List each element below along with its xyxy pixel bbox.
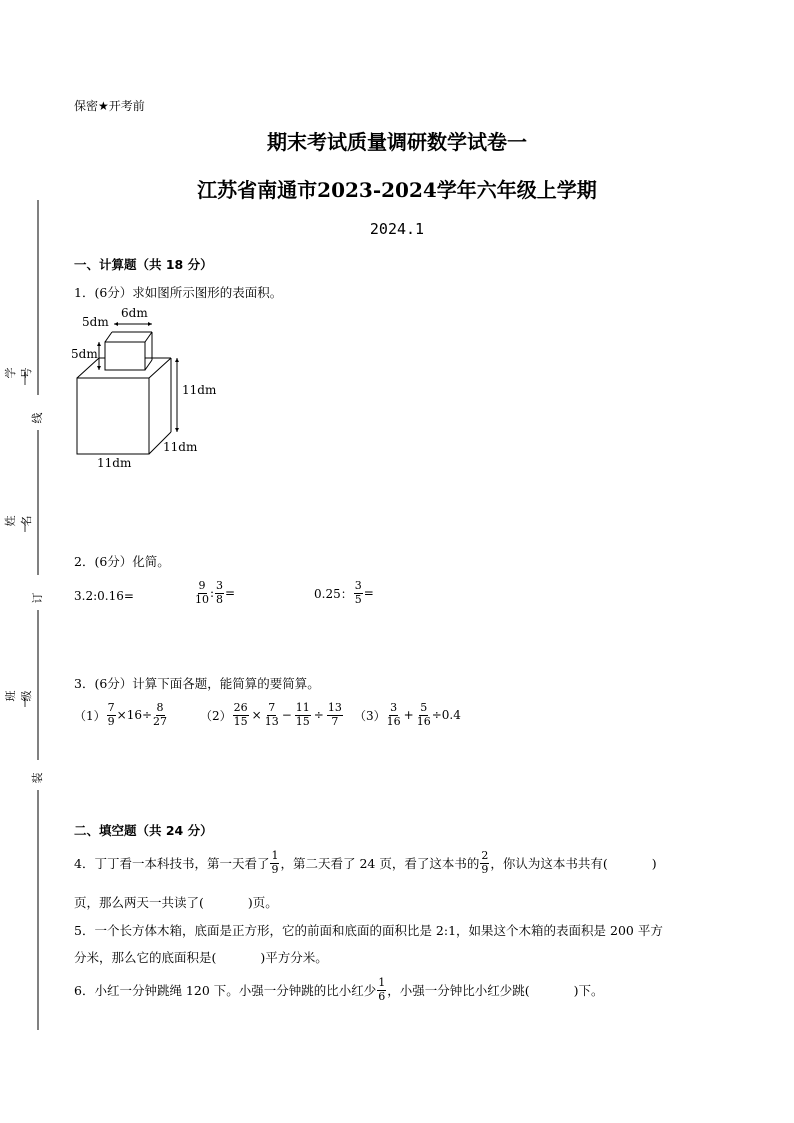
section-2-title: 二、填空题（共 24 分） xyxy=(74,823,213,838)
q3-part-1: （1） $\frac{7}{9}$ ×16÷ $\frac{8}{27}$ xyxy=(74,701,168,728)
q2-expr-2: $\frac{9}{10}$ : $\frac{3}{8}$ = xyxy=(195,579,236,606)
label-top-width: 6dm xyxy=(121,306,148,320)
q2-expr-3: 0.25： $\frac{3}{5}$ = xyxy=(314,579,374,606)
label-big-height: 11dm xyxy=(182,383,217,397)
title-line-2: 江苏省南通市2023-2024学年六年级上学期 xyxy=(197,178,597,202)
label-big-width: 11dm xyxy=(97,456,132,470)
secret-label: 保密★开考前 xyxy=(74,99,145,113)
q2-expr-1: 3.2:0.16= xyxy=(74,589,134,603)
label-top-depth: 5dm xyxy=(82,315,109,329)
exam-date: 2024.1 xyxy=(369,220,425,238)
q3-part-3: （3） $\frac{3}{16}$ + $\frac{5}{16}$ ÷0.4 xyxy=(354,701,461,728)
question-1-text: 1．(6分）求如图所示图形的表面积。 xyxy=(74,285,283,300)
question-4-line-2: 页，那么两天一共读了( )页。 xyxy=(74,895,278,910)
binding-zhuang: 装 xyxy=(31,772,44,784)
question-3-text: 3．(6分）计算下面各题，能简算的要简算。 xyxy=(74,676,320,691)
binding-ding: 订 xyxy=(31,592,44,604)
question-6: 6．小红一分钟跳绳 120 下。小强一分钟跳的比小红少 $\frac{1}{6}$ ，小强一分钟比小红少跳( )下。 xyxy=(74,976,604,1003)
section-1-title: 一、计算题（共 18 分） xyxy=(74,257,213,272)
binding-margin xyxy=(0,0,60,1123)
label-big-depth: 11dm xyxy=(163,440,198,454)
binding-xian: 线 xyxy=(31,412,44,424)
question-2-text: 2．(6分）化简。 xyxy=(74,554,170,569)
question-4-line-1: 4．丁丁看一本科技书，第一天看了 $\frac{1}{9}$ ，第二天看了 24 页，看了这本书的 $\frac{2}{9}$ ，你认为这本书共有( ) xyxy=(74,849,657,876)
title-line-1: 期末考试质量调研数学试卷一 xyxy=(267,130,527,154)
binding-xuehao: 学号 xyxy=(4,367,33,379)
question-5-line-1: 5．一个长方体木箱，底面是正方形，它的前面和底面的面积比是 2:1，如果这个木箱的表面积是 200 平方 xyxy=(74,923,663,938)
binding-banji: 班级 xyxy=(4,690,33,702)
binding-xingming: 姓名 xyxy=(4,515,33,527)
q3-part-2: （2） $\frac{26}{15}$ × $\frac{7}{13}$ − $\frac{11}{15}$ ÷ $\frac{13}{7}$ xyxy=(200,701,342,728)
question-5-line-2: 分米，那么它的底面积是( )平方分米。 xyxy=(74,950,328,965)
label-top-height: 5dm xyxy=(71,347,98,361)
